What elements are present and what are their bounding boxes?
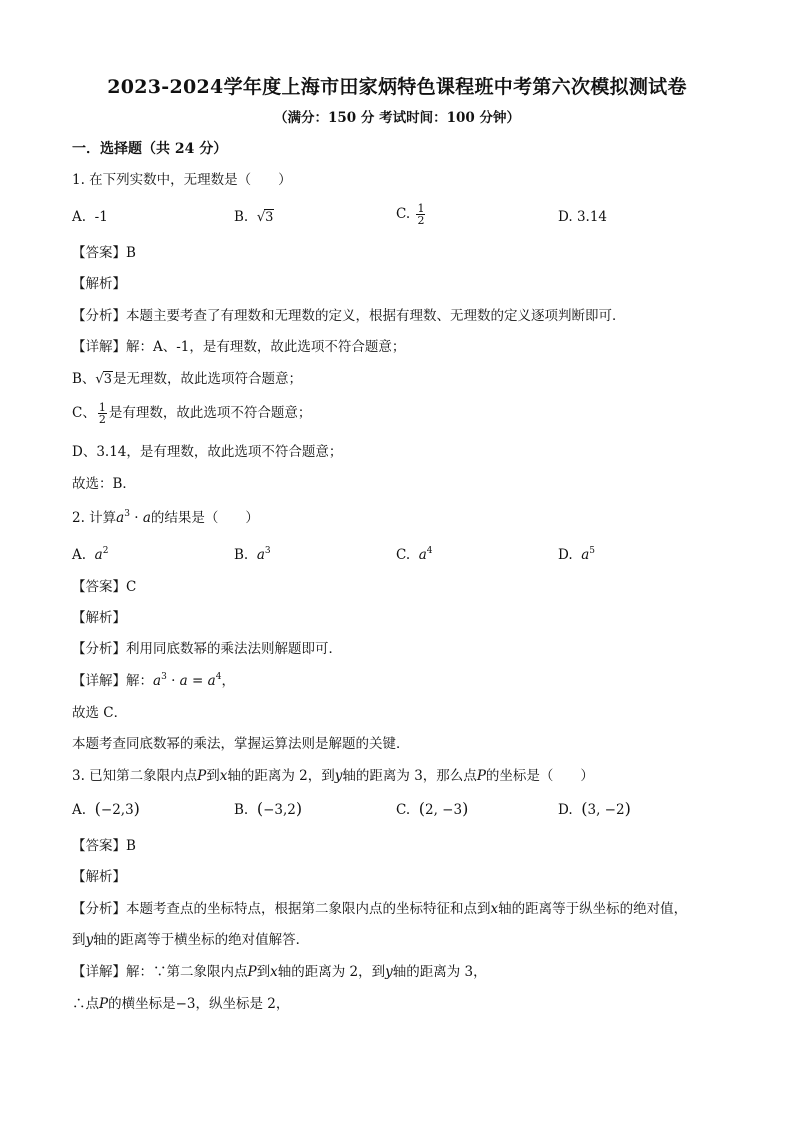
q1-option-a: A. -1 <box>72 209 108 225</box>
q2-summary: 本题考查同底数幂的乘法，掌握运算法则是解题的关键． <box>72 736 410 752</box>
section-heading: 一．选择题（共 24 分） <box>72 141 228 157</box>
q3-analysis-line1: 【分析】本题考查点的坐标特点，根据第二象限内点的坐标特征和点到x轴的距离等于纵坐标的绝对值， <box>72 901 688 917</box>
q3-stem: 3. 已知第二象限内点P到x轴的距离为 2，到y轴的距离为 3，那么点P的坐标是（ ） <box>72 768 594 784</box>
q2-analysis: 【分析】利用同底数幂的乘法法则解题即可． <box>72 641 342 657</box>
q2-option-b: B. $a^3$ <box>234 546 271 563</box>
q1-conclusion: 故选：B． <box>72 476 136 492</box>
q1-stem: 1. 在下列实数中，无理数是（ ） <box>72 172 292 188</box>
q3-final: ∴点P的横坐标是−3，纵坐标是 2， <box>72 996 290 1012</box>
q3-option-c: C. (2, −3) <box>396 799 469 818</box>
q1-option-b: B. √3 <box>234 207 274 228</box>
q3-option-a: A. (−2,3) <box>72 799 140 818</box>
page-title: 2023-2024学年度上海市田家炳特色课程班中考第六次模拟测试卷 <box>107 76 687 98</box>
q1-answer: 【答案】B <box>72 245 136 261</box>
q3-answer: 【答案】B <box>72 838 136 854</box>
q3-analysis-line2: 到y轴的距离等于横坐标的绝对值解答． <box>72 932 310 948</box>
q2-conclusion: 故选 C． <box>72 705 128 721</box>
q2-stem: 2. 计算$a^3 \cdot a$的结果是（ ） <box>72 509 259 526</box>
fraction: $\frac{1}{2}$ <box>417 202 425 227</box>
q3-detail: 【详解】解：∵第二象限内点P到x轴的距离为 2，到y轴的距离为 3， <box>72 964 487 980</box>
q2-detail: 【详解】解：$a^3 \cdot a = a^4$， <box>72 672 235 689</box>
q2-option-a: A. $a^2$ <box>72 546 109 563</box>
q1-option-d: D. 3.14 <box>558 209 607 225</box>
q2-option-d: D. $a^5$ <box>558 546 596 563</box>
q3-jiexi: 【解析】 <box>72 869 126 885</box>
q2-option-c: C. $a^4$ <box>396 546 433 563</box>
q3-option-b: B. (−3,2) <box>234 799 303 818</box>
q1-detail-a: 【详解】解：A、-1，是有理数，故此选项不符合题意； <box>72 339 406 355</box>
page-subtitle: （满分：150 分 考试时间：100 分钟） <box>274 110 520 126</box>
q1-detail-c: C、 $\frac{1}{2}$ 是有理数，故此选项不符合题意； <box>72 401 312 426</box>
q1-jiexi: 【解析】 <box>72 276 126 292</box>
q3-option-d: D. (3, −2) <box>558 799 631 818</box>
q2-jiexi: 【解析】 <box>72 610 126 626</box>
sqrt-symbol: √3 <box>256 210 274 225</box>
q1-option-c: C. $\frac{1}{2}$ <box>396 202 425 227</box>
q1-detail-b: B、√3是无理数，故此选项符合题意； <box>72 371 302 387</box>
q1-detail-d: D、3.14，是有理数，故此选项不符合题意； <box>72 444 343 460</box>
q2-answer: 【答案】C <box>72 579 137 595</box>
q1-analysis: 【分析】本题主要考查了有理数和无理数的定义，根据有理数、无理数的定义逐项判断即可． <box>72 308 626 324</box>
